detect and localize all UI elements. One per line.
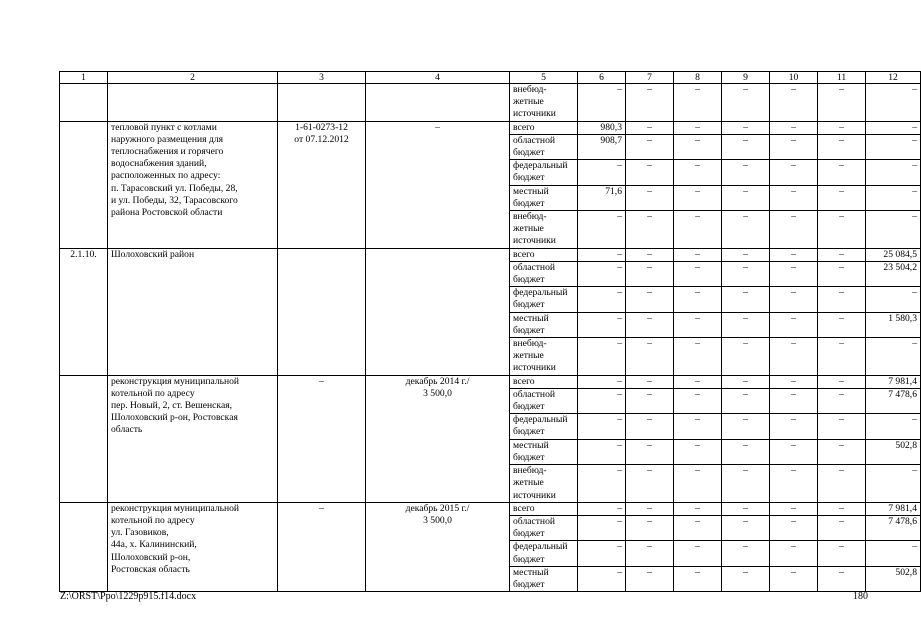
value-cell: – [674, 160, 722, 185]
document-number: – [278, 375, 366, 502]
value-cell: – [818, 312, 866, 337]
value-cell: – [674, 248, 722, 261]
value-cell: – [866, 121, 921, 134]
value-cell: – [674, 439, 722, 464]
value-cell: 7 981,4 [866, 375, 921, 388]
funding-source: федеральный бюджет [510, 414, 578, 439]
value-cell: – [626, 414, 674, 439]
document-number: 1-61-0273-12 от 07.12.2012 [278, 121, 366, 248]
value-cell: – [674, 185, 722, 210]
value-cell: – [722, 248, 770, 261]
value-cell: – [818, 502, 866, 515]
value-cell: – [722, 185, 770, 210]
value-cell: 7 478,6 [866, 515, 921, 540]
value-cell: – [626, 211, 674, 249]
value-cell: – [578, 566, 626, 591]
value-cell: – [818, 121, 866, 134]
value-cell: – [722, 134, 770, 159]
value-cell: – [674, 261, 722, 286]
value-cell: – [626, 375, 674, 388]
value-cell: – [578, 502, 626, 515]
value-cell: – [626, 121, 674, 134]
value-cell: – [770, 566, 818, 591]
header-row [60, 72, 921, 84]
item-number [60, 121, 108, 248]
value-cell: – [818, 439, 866, 464]
value-cell: – [770, 121, 818, 134]
value-cell: – [722, 502, 770, 515]
value-cell: – [626, 248, 674, 261]
table-row [60, 84, 921, 122]
item-number [60, 502, 108, 591]
funding-source: внебюд- жетные источники [510, 338, 578, 376]
value-cell: – [626, 312, 674, 337]
value-cell: – [866, 338, 921, 376]
value-cell: – [674, 338, 722, 376]
value-cell: – [866, 465, 921, 503]
value-cell: – [818, 388, 866, 413]
value-cell: 25 084,5 [866, 248, 921, 261]
column-header: 2 [108, 72, 278, 84]
value-cell: – [770, 414, 818, 439]
value-cell: – [722, 287, 770, 312]
value-cell: – [818, 160, 866, 185]
value-cell: – [722, 566, 770, 591]
value-cell: – [818, 211, 866, 249]
budget-table [59, 71, 921, 592]
value-cell: – [674, 375, 722, 388]
value-cell: – [626, 160, 674, 185]
value-cell: – [578, 375, 626, 388]
value-cell: – [578, 338, 626, 376]
value-cell: – [722, 211, 770, 249]
column-header: 12 [866, 72, 921, 84]
value-cell: – [722, 375, 770, 388]
value-cell: 7 981,4 [866, 502, 921, 515]
value-cell: – [866, 414, 921, 439]
value-cell: – [578, 439, 626, 464]
value-cell: 980,3 [578, 121, 626, 134]
file-path: Z:\ORST\Ppo\1229p915.f14.docx [60, 591, 197, 602]
object-name [108, 84, 278, 122]
document-number [278, 248, 366, 375]
value-cell: 502,8 [866, 566, 921, 591]
value-cell: – [578, 287, 626, 312]
item-number: 2.1.10. [60, 248, 108, 375]
funding-source: всего [510, 502, 578, 515]
column-header: 11 [818, 72, 866, 84]
value-cell: – [818, 248, 866, 261]
funding-source: всего [510, 375, 578, 388]
value-cell: – [578, 465, 626, 503]
column-header: 10 [770, 72, 818, 84]
completion-term: – [366, 121, 510, 248]
value-cell: – [818, 84, 866, 122]
value-cell: – [818, 375, 866, 388]
value-cell: 1 580,3 [866, 312, 921, 337]
table-row [60, 375, 921, 388]
value-cell: – [674, 211, 722, 249]
value-cell: – [674, 84, 722, 122]
value-cell: – [770, 541, 818, 566]
value-cell: – [674, 312, 722, 337]
value-cell: – [770, 248, 818, 261]
value-cell: – [866, 541, 921, 566]
value-cell: – [818, 287, 866, 312]
column-header: 8 [674, 72, 722, 84]
funding-source: всего [510, 121, 578, 134]
value-cell: – [626, 134, 674, 159]
value-cell: – [722, 414, 770, 439]
value-cell: – [866, 84, 921, 122]
item-number [60, 375, 108, 502]
value-cell: – [722, 439, 770, 464]
value-cell: – [578, 211, 626, 249]
funding-source: областной бюджет [510, 515, 578, 540]
value-cell: – [578, 414, 626, 439]
value-cell: 908,7 [578, 134, 626, 159]
table-row [60, 248, 921, 261]
column-header: 9 [722, 72, 770, 84]
column-header: 1 [60, 72, 108, 84]
value-cell: – [626, 261, 674, 286]
value-cell: – [674, 502, 722, 515]
value-cell: – [722, 160, 770, 185]
funding-source: областной бюджет [510, 388, 578, 413]
value-cell: – [818, 566, 866, 591]
funding-source: федеральный бюджет [510, 160, 578, 185]
object-name: Шолоховский район [108, 248, 278, 375]
table-row [60, 121, 921, 134]
value-cell: – [626, 502, 674, 515]
table-row [60, 502, 921, 515]
column-header: 4 [366, 72, 510, 84]
value-cell: – [770, 134, 818, 159]
funding-source: федеральный бюджет [510, 541, 578, 566]
completion-term: декабрь 2015 г./ 3 500,0 [366, 502, 510, 591]
value-cell: – [818, 338, 866, 376]
value-cell: – [818, 414, 866, 439]
value-cell: – [722, 338, 770, 376]
value-cell: – [722, 515, 770, 540]
value-cell: – [578, 388, 626, 413]
value-cell: – [674, 541, 722, 566]
document-number: – [278, 502, 366, 591]
page-number: 180 [853, 591, 868, 602]
completion-term [366, 248, 510, 375]
value-cell: – [722, 121, 770, 134]
object-name: реконструкция муниципальной котельной по адресу пер. Новый, 2, ст. Вешенская, Шолоховский р-он, Ростовская область [108, 375, 278, 502]
value-cell: – [578, 84, 626, 122]
value-cell: – [722, 541, 770, 566]
value-cell: – [770, 465, 818, 503]
value-cell: – [770, 515, 818, 540]
value-cell: – [674, 515, 722, 540]
value-cell: – [626, 185, 674, 210]
value-cell: – [578, 160, 626, 185]
value-cell: – [818, 185, 866, 210]
value-cell: – [722, 312, 770, 337]
document-number [278, 84, 366, 122]
funding-source: внебюд- жетные источники [510, 465, 578, 503]
value-cell: – [626, 388, 674, 413]
completion-term [366, 84, 510, 122]
value-cell: – [866, 211, 921, 249]
funding-source: внебюд- жетные источники [510, 211, 578, 249]
value-cell: – [770, 338, 818, 376]
value-cell: – [578, 515, 626, 540]
value-cell: – [674, 414, 722, 439]
value-cell: – [770, 185, 818, 210]
value-cell: – [866, 185, 921, 210]
object-name: тепловой пункт с котлами наружного размещения для теплоснабжения и горячего водоснабжения зданий, расположенных по адресу: п. Тарасовский ул. Победы, 28, и ул. Победы, 32, Тарасовского района Ростовской области [108, 121, 278, 248]
value-cell: – [770, 261, 818, 286]
value-cell: – [818, 465, 866, 503]
value-cell: – [770, 502, 818, 515]
funding-source: местный бюджет [510, 312, 578, 337]
value-cell: – [818, 541, 866, 566]
item-number [60, 84, 108, 122]
funding-source: областной бюджет [510, 134, 578, 159]
funding-source: всего [510, 248, 578, 261]
value-cell: – [626, 541, 674, 566]
value-cell: – [770, 375, 818, 388]
value-cell: 23 504,2 [866, 261, 921, 286]
value-cell: – [770, 312, 818, 337]
column-header: 6 [578, 72, 626, 84]
funding-source: местный бюджет [510, 185, 578, 210]
value-cell: – [866, 287, 921, 312]
value-cell: – [770, 211, 818, 249]
column-header: 3 [278, 72, 366, 84]
funding-source: федеральный бюджет [510, 287, 578, 312]
value-cell: – [674, 287, 722, 312]
funding-source: областной бюджет [510, 261, 578, 286]
value-cell: – [626, 465, 674, 503]
value-cell: – [626, 84, 674, 122]
value-cell: – [674, 134, 722, 159]
value-cell: – [626, 566, 674, 591]
funding-source: внебюд- жетные источники [510, 84, 578, 122]
value-cell: – [866, 134, 921, 159]
object-name: реконструкция муниципальной котельной по адресу ул. Газовиков, 44а, х. Калининский, Шолоховский р-он, Ростовская область [108, 502, 278, 591]
value-cell: – [818, 515, 866, 540]
funding-source: местный бюджет [510, 566, 578, 591]
value-cell: 7 478,6 [866, 388, 921, 413]
value-cell: – [770, 160, 818, 185]
value-cell: – [626, 338, 674, 376]
value-cell: – [578, 312, 626, 337]
value-cell: – [770, 439, 818, 464]
value-cell: – [626, 439, 674, 464]
value-cell: – [770, 388, 818, 413]
value-cell: – [722, 465, 770, 503]
value-cell: – [770, 287, 818, 312]
value-cell: – [722, 261, 770, 286]
value-cell: – [578, 261, 626, 286]
value-cell: – [818, 134, 866, 159]
funding-source: местный бюджет [510, 439, 578, 464]
value-cell: – [578, 541, 626, 566]
value-cell: – [818, 261, 866, 286]
value-cell: – [626, 515, 674, 540]
value-cell: – [674, 566, 722, 591]
value-cell: – [770, 84, 818, 122]
value-cell: – [722, 84, 770, 122]
value-cell: 71,6 [578, 185, 626, 210]
value-cell: – [626, 287, 674, 312]
completion-term: декабрь 2014 г./ 3 500,0 [366, 375, 510, 502]
value-cell: – [674, 465, 722, 503]
column-header: 7 [626, 72, 674, 84]
column-header: 5 [510, 72, 578, 84]
value-cell: – [674, 388, 722, 413]
value-cell: – [578, 248, 626, 261]
value-cell: – [866, 160, 921, 185]
value-cell: – [722, 388, 770, 413]
value-cell: – [674, 121, 722, 134]
value-cell: 502,8 [866, 439, 921, 464]
